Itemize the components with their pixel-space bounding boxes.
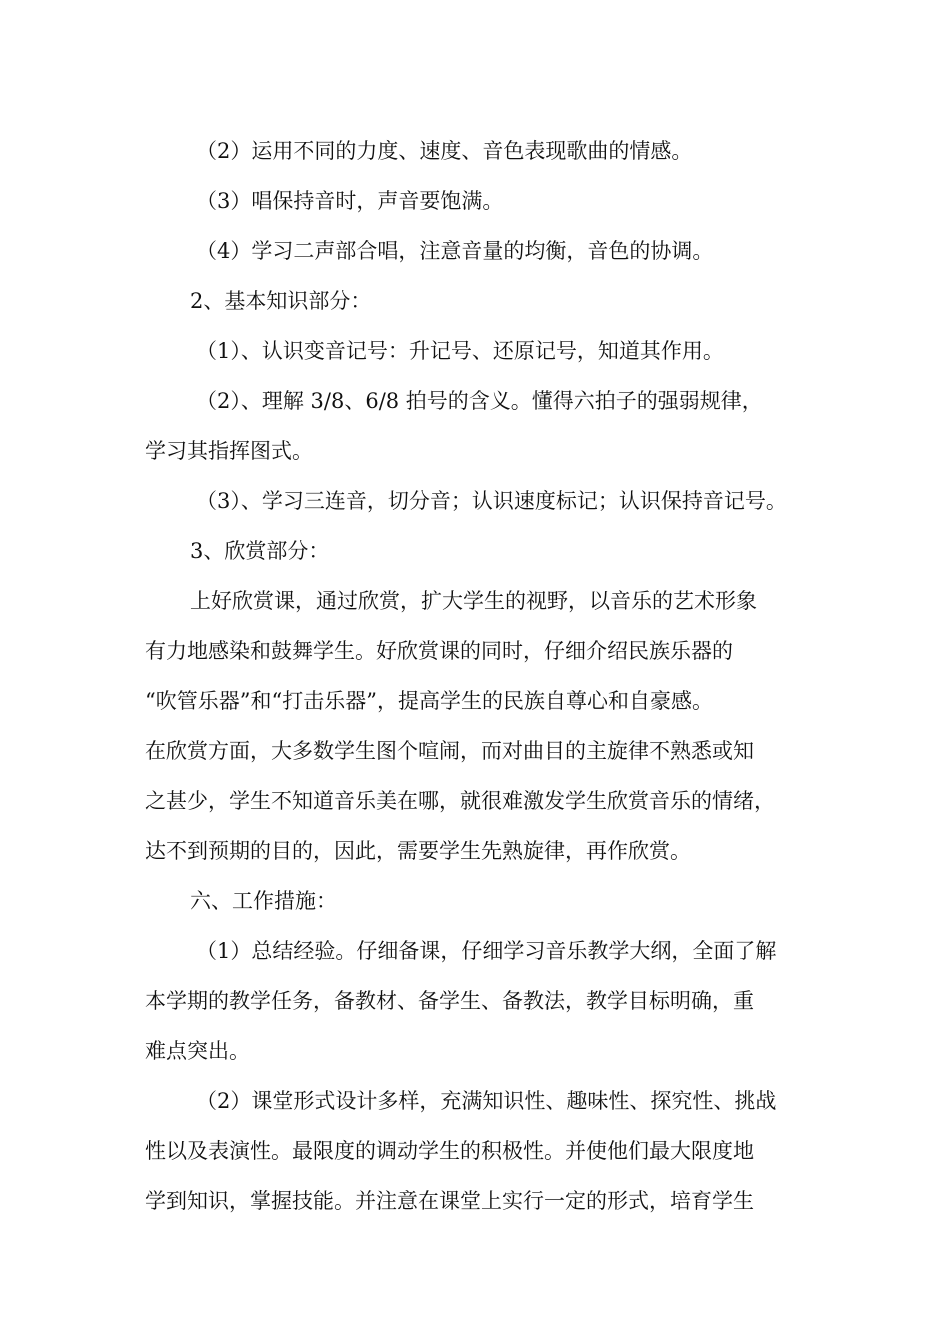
text-line: 性以及表演性。最限度的调动学生的积极性。并使他们最大限度地 (145, 1139, 754, 1163)
text-line: （3）、学习三连音，切分音；认识速度标记；认识保持音记号。 (196, 489, 787, 513)
text-line: 六、工作措施： (190, 889, 337, 913)
text-line: （3）唱保持音时，声音要饱满。 (196, 189, 504, 213)
text-line: 3、欣赏部分： (190, 539, 330, 563)
text-line: 达不到预期的目的，因此，需要学生先熟旋律，再作欣赏。 (145, 839, 691, 863)
text-line: （4）学习二声部合唱，注意音量的均衡，音色的协调。 (196, 239, 714, 263)
text-line: 学到知识，掌握技能。并注意在课堂上实行一定的形式，培育学生 (145, 1189, 754, 1213)
text-line: （2）运用不同的力度、速度、音色表现歌曲的情感。 (196, 139, 693, 163)
text-line: （2）、理解 3/8、6/8 拍号的含义。懂得六拍子的强弱规律， (196, 389, 763, 413)
text-line: 有力地感染和鼓舞学生。好欣赏课的同时，仔细介绍民族乐器的 (145, 639, 733, 663)
text-line: 上好欣赏课，通过欣赏，扩大学生的视野，以音乐的艺术形象 (190, 589, 757, 613)
text-line: （1）、认识变音记号：升记号、还原记号，知道其作用。 (196, 339, 724, 363)
text-line: “吹管乐器”和“打击乐器”，提高学生的民族自尊心和自豪感。 (145, 689, 713, 713)
text-line: 之甚少，学生不知道音乐美在哪，就很难激发学生欣赏音乐的情绪， (145, 789, 775, 813)
text-line: （1）总结经验。仔细备课，仔细学习音乐教学大纲，全面了解 (196, 939, 777, 963)
text-line: （2）课堂形式设计多样，充满知识性、趣味性、探究性、挑战 (196, 1089, 777, 1113)
text-line: 在欣赏方面，大多数学生图个喧闹，而对曲目的主旋律不熟悉或知 (145, 739, 754, 763)
text-line: 2、基本知识部分： (190, 289, 372, 313)
text-line: 本学期的教学任务，备教材、备学生、备教法，教学目标明确，重 (145, 989, 754, 1013)
text-line: 难点突出。 (145, 1039, 250, 1063)
text-line: 学习其指挥图式。 (145, 439, 313, 463)
